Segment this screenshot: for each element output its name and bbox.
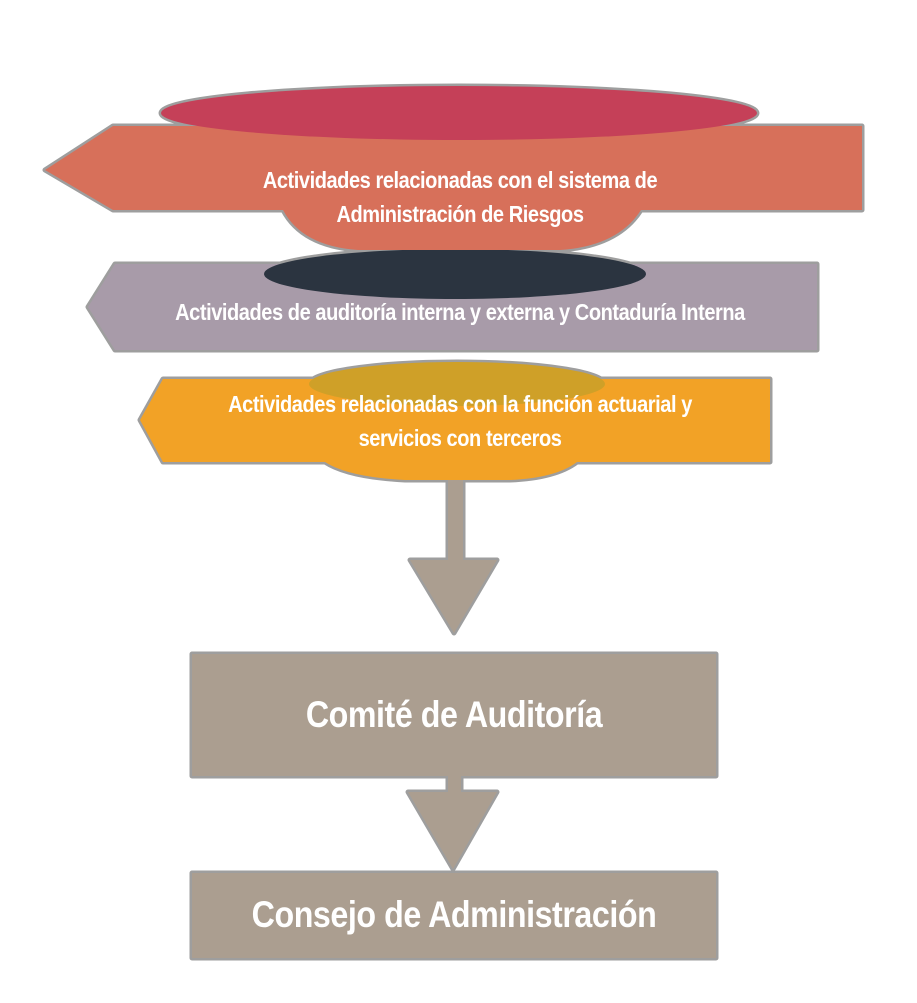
funnel-level-riesgos-line2: Administración de Riesgos (336, 201, 584, 227)
comite-box-label: Comité de Auditoría (305, 694, 603, 735)
funnel-level-riesgos-label (108, 163, 813, 231)
funnel-top-crimson-ellipse (161, 86, 757, 140)
funnel-level-actuarial-line2: servicios con terceros (358, 425, 562, 451)
funnel-level-actuarial-line1: Actividades relacionadas con la función actuarial y (228, 391, 692, 417)
funnel-level-auditoria-label (108, 295, 813, 329)
funnel-mouth-navy-ellipse (264, 249, 646, 299)
consejo-box-label: Consejo de Administración (251, 894, 657, 935)
funnel-level-auditoria-line1: Actividades de auditoría interna y externa y Contaduría Interna (175, 299, 745, 325)
funnel-level-riesgos-line1: Actividades relacionadas con el sistema de (262, 167, 658, 193)
funnel-level-actuarial-label (108, 387, 813, 455)
